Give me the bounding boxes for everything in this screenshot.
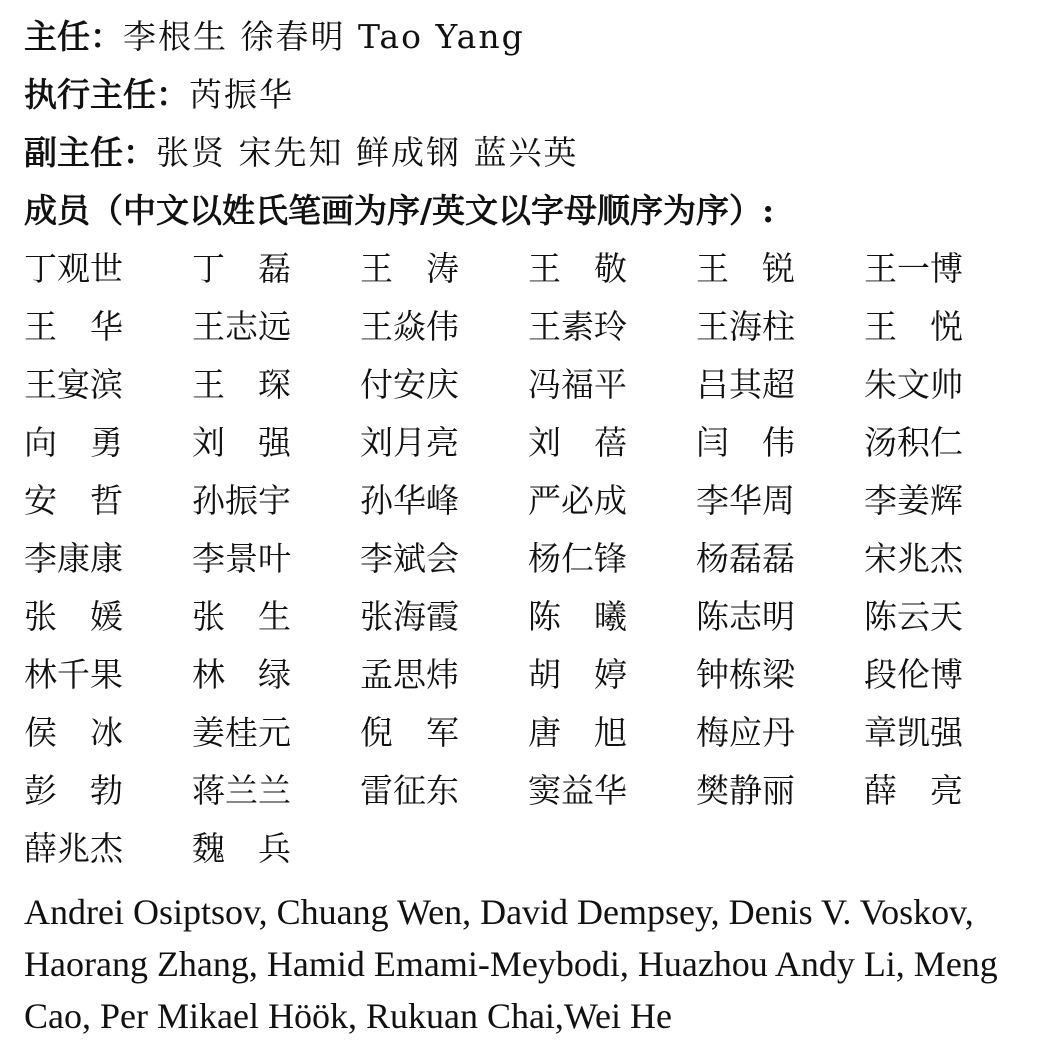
member-name: 王素玲 <box>528 307 627 346</box>
deputy-director-label: 副主任： <box>24 133 156 172</box>
member-name: 冯福平 <box>528 365 627 404</box>
member-name: 张 生 <box>192 597 291 636</box>
member-name: 朱文帅 <box>864 365 963 404</box>
member-name: 王海柱 <box>696 307 795 346</box>
member-name: 丁观世 <box>24 249 123 288</box>
member-name: 姜桂元 <box>192 713 291 752</box>
member-name: 刘月亮 <box>360 423 459 462</box>
member-name: 王 锐 <box>696 249 795 288</box>
member-name: 薛兆杰 <box>24 829 123 868</box>
member-name: 王宴滨 <box>24 365 123 404</box>
member-name: 刘 强 <box>192 423 291 462</box>
member-name: 林 绿 <box>192 655 291 694</box>
member-name: 孙华峰 <box>360 481 459 520</box>
members-intl-line: Cao, Per Mikael Höök, Rukuan Chai,Wei He <box>24 996 672 1036</box>
members-heading: 成员（中文以姓氏笔画为序/英文以字母顺序为序）: <box>24 191 775 230</box>
member-name: 严必成 <box>528 481 627 520</box>
member-name: 陈 曦 <box>528 597 627 636</box>
member-name: 向 勇 <box>24 423 123 462</box>
member-name: 雷征东 <box>360 771 459 810</box>
executive-director-label: 执行主任： <box>24 75 189 114</box>
member-name: 窦益华 <box>528 771 627 810</box>
member-name: 安 哲 <box>24 481 123 520</box>
member-name: 李斌会 <box>360 539 459 578</box>
member-name: 王 悦 <box>864 307 963 346</box>
deputy-director-names: 张贤 宋先知 鲜成钢 蓝兴英 <box>156 133 579 172</box>
member-name: 唐 旭 <box>528 713 627 752</box>
director-label: 主任： <box>24 17 123 56</box>
member-name: 李康康 <box>24 539 123 578</box>
member-name: 刘 蓓 <box>528 423 627 462</box>
member-name: 孟思炜 <box>360 655 459 694</box>
member-name: 钟栋梁 <box>696 655 795 694</box>
member-name: 杨磊磊 <box>696 539 795 578</box>
member-name: 蒋兰兰 <box>192 771 291 810</box>
member-name: 段伦博 <box>864 655 963 694</box>
director-names: 李根生 徐春明 Tao Yang <box>123 17 525 56</box>
member-name: 梅应丹 <box>696 713 795 752</box>
member-name: 闫 伟 <box>696 423 795 462</box>
member-name: 孙振宇 <box>192 481 291 520</box>
member-name: 王志远 <box>192 307 291 346</box>
member-name: 宋兆杰 <box>864 539 963 578</box>
committee-list <box>24 12 1034 1042</box>
member-name: 付安庆 <box>360 365 459 404</box>
deputy-director-row <box>24 128 1034 186</box>
member-name: 王 琛 <box>192 365 291 404</box>
members-intl-line: Andrei Osiptsov, Chuang Wen, David Dempsey, Denis V. Voskov, <box>24 892 974 932</box>
member-name: 胡 婷 <box>528 655 627 694</box>
member-name: 张海霞 <box>360 597 459 636</box>
members-cn-grid <box>24 244 1034 882</box>
member-name: 王一博 <box>864 249 963 288</box>
member-name: 倪 军 <box>360 713 459 752</box>
member-name: 王焱伟 <box>360 307 459 346</box>
director-row <box>24 12 1034 70</box>
member-name: 薛 亮 <box>864 771 963 810</box>
member-name: 王 华 <box>24 307 123 346</box>
member-name: 侯 冰 <box>24 713 123 752</box>
member-name: 彭 勃 <box>24 771 123 810</box>
members-intl-line: Haorang Zhang, Hamid Emami-Meybodi, Huazhou Andy Li, Meng <box>24 944 998 984</box>
member-name: 王 涛 <box>360 249 459 288</box>
member-name: 李姜辉 <box>864 481 963 520</box>
member-name: 陈云天 <box>864 597 963 636</box>
members-heading-row <box>24 186 1034 244</box>
member-name: 丁 磊 <box>192 249 291 288</box>
member-name: 李华周 <box>696 481 795 520</box>
member-name: 张 媛 <box>24 597 123 636</box>
executive-director-row <box>24 70 1034 128</box>
member-name: 杨仁锋 <box>528 539 627 578</box>
member-name: 王 敬 <box>528 249 627 288</box>
member-name: 吕其超 <box>696 365 795 404</box>
member-name: 魏 兵 <box>192 829 291 868</box>
members-intl-block <box>24 886 1034 1042</box>
member-name: 陈志明 <box>696 597 795 636</box>
member-name: 林千果 <box>24 655 123 694</box>
member-name: 樊静丽 <box>696 771 795 810</box>
member-name: 汤积仁 <box>864 423 963 462</box>
member-name: 李景叶 <box>192 539 291 578</box>
member-name: 章凯强 <box>864 713 963 752</box>
executive-director-names: 芮振华 <box>189 75 294 114</box>
